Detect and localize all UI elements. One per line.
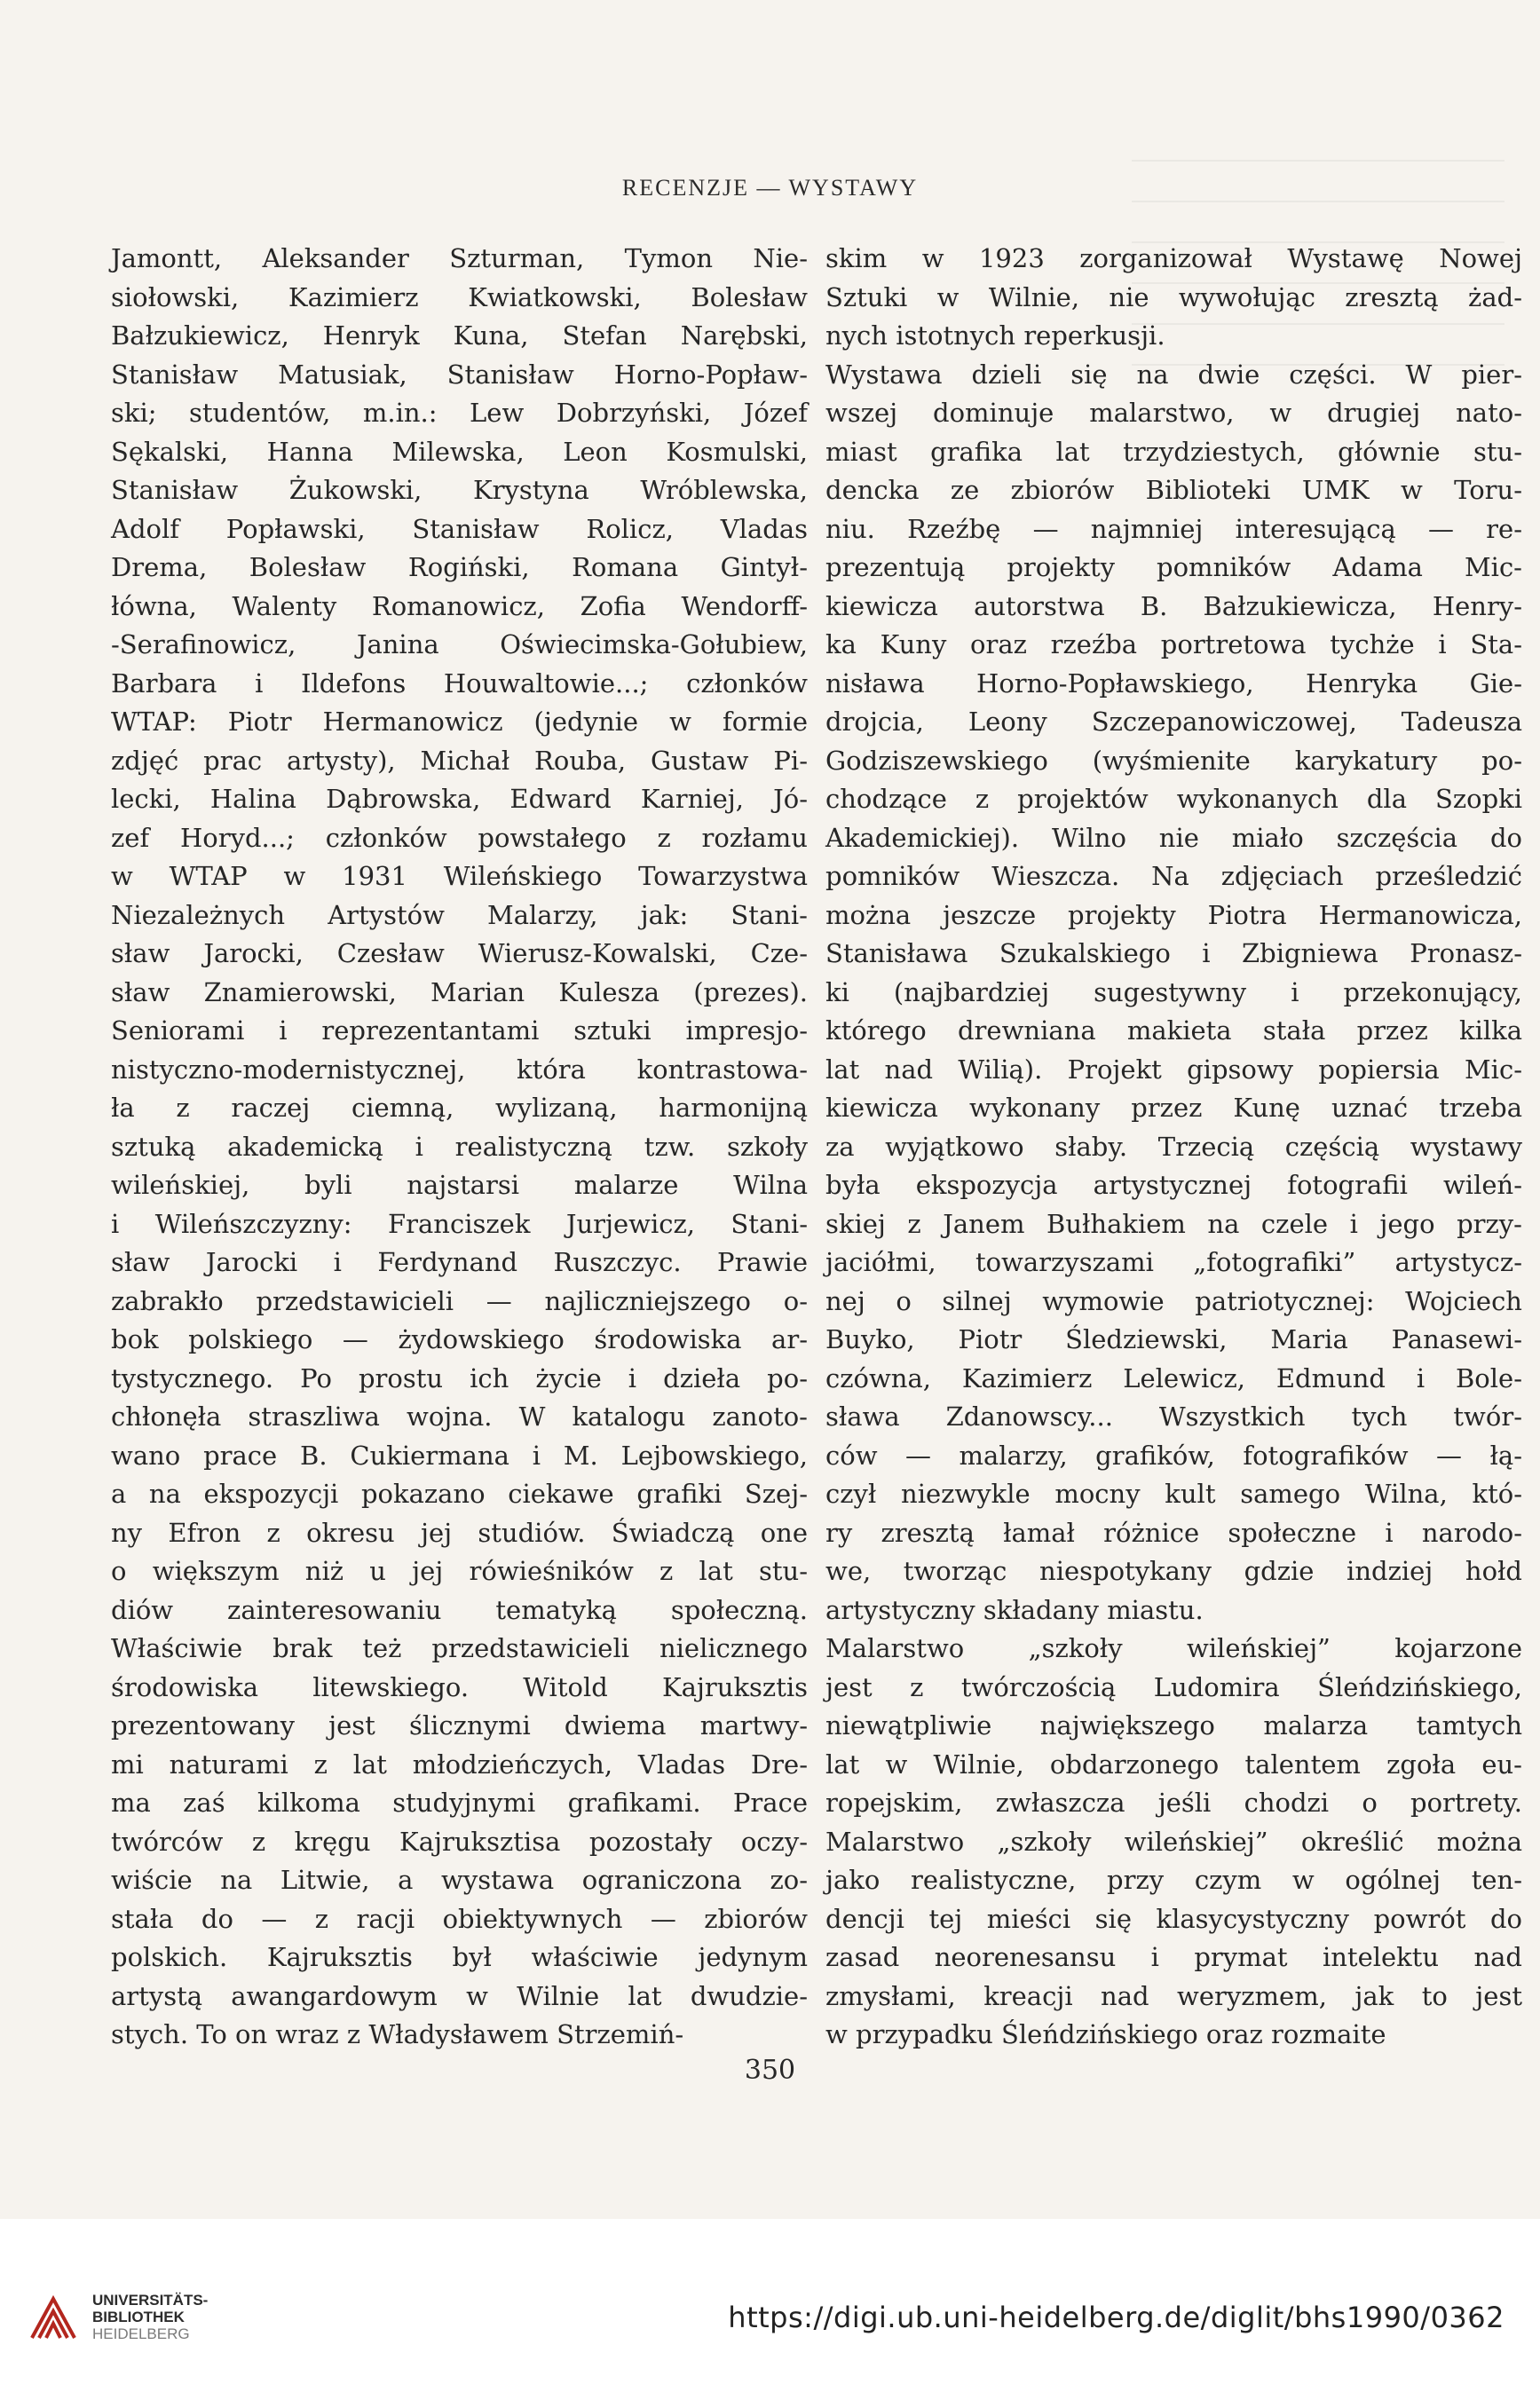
text-line: kiewicza wykonany przez Kunę uznać trzeba (825, 1093, 1522, 1123)
text-line: środowiska litewskiego. Witold Kajruksztis (111, 1671, 808, 1702)
text-line: Drema, Bolesław Rogiński, Romana Gintył- (111, 552, 808, 582)
text-line: wiście na Litwie, a wystawa ograniczona zo- (111, 1865, 808, 1895)
text-line: Malarstwo „szkoły wileńskiej” określić można (825, 1826, 1522, 1857)
text-line: sztuką akademicką i realistyczną tzw. szkoły (111, 1131, 808, 1162)
text-line: lat nad Wilią). Projekt gipsowy popiersia Mic- (825, 1054, 1522, 1085)
text-line: tystycznego. Po prostu ich życie i dzieła po- (111, 1362, 808, 1393)
source-url-link[interactable]: https://digi.ub.uni-heidelberg.de/diglit/bhs1990/0362 (728, 2301, 1504, 2334)
text-line: prezentowany jest ślicznymi dwiema martwy- (111, 1710, 808, 1741)
text-line: ła z raczej ciemną, wylizaną, harmonijną (111, 1093, 808, 1123)
text-line: dencka ze zbiorów Biblioteki UMK w Toru- (825, 475, 1522, 505)
text-line: skim w 1923 zorganizował Wystawę Nowej (825, 243, 1522, 273)
page-number: 350 (744, 2055, 796, 2086)
text-line: drojcia, Leony Szczepanowiczowej, Tadeusza (825, 707, 1522, 737)
text-line: zef Horyd...; członków powstałego z rozłamu (111, 822, 808, 853)
text-line: Bałzukiewicz, Henryk Kuna, Stefan Narębski, (111, 320, 808, 351)
text-line: stała do — z racji obiektywnych — zbiorów (111, 1903, 808, 1934)
text-line: jest z twórczością Ludomira Śleńdzińskiego, (825, 1671, 1522, 1702)
text-line: zmysłami, kreacji nad weryzmem, jak to jest (825, 1980, 1522, 2011)
viewer-footer (0, 2219, 1540, 2392)
text-line: jaciółmi, towarzyszami „fotografiki” artystycz- (825, 1247, 1522, 1277)
text-line: za wyjątkowo słaby. Trzecią częścią wystawy (825, 1131, 1522, 1162)
text-line: i Wileńszczyzny: Franciszek Jurjewicz, Stani- (111, 1208, 808, 1239)
text-line: Akademickiej). Wilno nie miało szczęścia do (825, 822, 1522, 853)
text-line: ski; studentów, m.in.: Lew Dobrzyński, Józef (111, 398, 808, 428)
logo-line-2: BIBLIOTHEK (92, 2308, 185, 2325)
logo-line-1: UNIVERSITÄTS- (92, 2291, 209, 2309)
text-line: lecki, Halina Dąbrowska, Edward Karniej, Jó- (111, 784, 808, 814)
text-line: bok polskiego — żydowskiego środowiska ar- (111, 1324, 808, 1354)
text-line: ry zresztą łamał różnice społeczne i narodo- (825, 1517, 1522, 1548)
text-line: ki (najbardziej sugestywny i przekonujący, (825, 976, 1522, 1007)
text-line: którego drewniana makieta stała przez kilka (825, 1015, 1522, 1046)
text-line: ropejskim, zwłaszcza jeśli chodzi o portrety. (825, 1788, 1522, 1818)
text-line: ma zaś kilkoma studyjnymi grafikami. Prace (111, 1788, 808, 1818)
text-line: ka Kuny oraz rzeźba portretowa tychże i Sta- (825, 629, 1522, 659)
text-line: można jeszcze projekty Piotra Hermanowicza, (825, 899, 1522, 930)
running-head: RECENZJE — WYSTAWY (621, 175, 919, 201)
text-line: WTAP: Piotr Hermanowicz (jedynie w formie (111, 707, 808, 737)
text-line: polskich. Kajruksztis był właściwie jedynym (111, 1942, 808, 1972)
text-line: zabrakło przedstawicieli — najliczniejszego o- (111, 1285, 808, 1316)
text-line: zdjęć prac artysty), Michał Rouba, Gustaw Pi- (111, 745, 808, 776)
text-line: siołowski, Kazimierz Kwiatkowski, Bolesław (111, 281, 808, 312)
text-line: nisława Horno-Popławskiego, Henryka Gie- (825, 667, 1522, 699)
text-line: ców — malarzy, grafików, fotografików — łą- (825, 1440, 1522, 1471)
text-line: wileńskiej, byli najstarsi malarze Wilna (111, 1170, 808, 1200)
text-line: w WTAP w 1931 Wileńskiego Towarzystwa (111, 861, 808, 891)
text-line: wano prace B. Cukiermana i M. Lejbowskiego, (111, 1440, 808, 1471)
text-line: Wystawa dzieli się na dwie części. W pier- (825, 359, 1522, 390)
text-line: Stanisława Szukalskiego i Zbigniewa Pronasz- (825, 938, 1522, 968)
text-line: Sękalski, Hanna Milewska, Leon Kosmulski, (111, 436, 808, 467)
text-line: Seniorami i reprezentantami sztuki impresjo- (111, 1015, 808, 1046)
text-line: o większym niż u jej rówieśników z lat stu- (111, 1556, 808, 1586)
library-logo[interactable] (27, 2290, 208, 2343)
text-line: artystyczny składany miastu. (825, 1594, 1204, 1625)
text-line: zasad neorenesansu i prymat intelektu nad (825, 1942, 1522, 1972)
text-line: artystą awangardowym w Wilnie lat dwudzie- (111, 1980, 808, 2011)
logo-line-3: HEIDELBERG (92, 2325, 190, 2342)
text-line: prezentują projekty pomników Adama Mic- (825, 552, 1522, 582)
text-line: niewątpliwie największego malarza tamtych (825, 1710, 1522, 1741)
text-line: sław Jarocki, Czesław Wierusz-Kowalski, Cze- (111, 938, 808, 968)
text-line: chodzące z projektów wykonanych dla Szopki (825, 784, 1522, 814)
text-line: Stanisław Żukowski, Krystyna Wróblewska, (111, 475, 808, 505)
text-line: we, tworząc niespotykany gdzie indziej hołd (825, 1556, 1522, 1586)
text-line: czówna, Kazimierz Lelewicz, Edmund i Bole- (825, 1362, 1522, 1393)
text-line: wszej dominuje malarstwo, w drugiej nato- (825, 398, 1522, 428)
text-line: -Serafinowicz, Janina Oświecimska-Gołubiew, (111, 629, 808, 659)
left-text-column (111, 240, 808, 2055)
library-logo-text (92, 2292, 208, 2342)
text-line: nistyczno-modernistycznej, która kontrastowa- (111, 1054, 808, 1085)
text-line: Buyko, Piotr Śledziewski, Maria Panasewi- (825, 1324, 1522, 1354)
text-line: Barbara i Ildefons Houwaltowie...; członków (111, 667, 808, 699)
text-line: sław Znamierowski, Marian Kulesza (prezes). (111, 976, 808, 1007)
text-line: Godziszewskiego (wyśmienite karykatury po- (825, 745, 1522, 776)
text-line: Jamontt, Aleksander Szturman, Tymon Nie- (111, 243, 808, 273)
text-line: była ekspozycja artystycznej fotografii wileń- (825, 1170, 1522, 1200)
text-line: skiej z Janem Bułhakiem na czele i jego przy- (825, 1208, 1522, 1239)
text-line: lat w Wilnie, obdarzonego talentem zgoła eu- (825, 1749, 1522, 1780)
text-line: twórców z kręgu Kajruksztisa pozostały oczy- (111, 1826, 808, 1857)
text-line: chłonęła straszliwa wojna. W katalogu zanoto- (111, 1401, 808, 1432)
text-line: Malarstwo „szkoły wileńskiej” kojarzone (825, 1633, 1522, 1663)
text-line: nej o silnej wymowie patriotycznej: Wojciech (825, 1285, 1522, 1316)
right-text-column (825, 240, 1522, 2055)
text-line: jako realistyczne, przy czym w ogólnej ten- (825, 1865, 1522, 1895)
text-line: dencji tej mieści się klasycystyczny powrót do (825, 1903, 1522, 1934)
text-line: ny Efron z okresu jej studiów. Świadczą one (111, 1517, 808, 1548)
text-line: diów zainteresowaniu tematyką społeczną. (111, 1594, 808, 1625)
text-line: Sztuki w Wilnie, nie wywołując zresztą żad- (825, 281, 1522, 312)
text-line: miast grafika lat trzydziestych, głównie stu- (825, 436, 1522, 467)
text-line: sław Jarocki i Ferdynand Ruszczyc. Prawie (111, 1247, 808, 1277)
library-logo-icon (27, 2290, 80, 2343)
text-line: Adolf Popławski, Stanisław Rolicz, Vladas (111, 513, 808, 544)
text-line: mi naturami z lat młodzieńczych, Vladas Dre- (111, 1749, 808, 1780)
text-line: pomników Wieszcza. Na zdjęciach prześledzić (825, 861, 1522, 891)
text-line: niu. Rzeźbę — najmniej interesującą — re- (825, 513, 1522, 544)
text-line: Niezależnych Artystów Malarzy, jak: Stani- (111, 899, 808, 930)
text-line: stych. To on wraz z Władysławem Strzemiń- (111, 2019, 684, 2049)
text-line: czył niezwykle mocny kult samego Wilna, któ- (825, 1479, 1522, 1509)
text-line: sława Zdanowscy... Wszystkich tych twór- (825, 1401, 1522, 1432)
text-line: Stanisław Matusiak, Stanisław Horno-Popław- (111, 359, 808, 390)
text-line: Właściwie brak też przedstawicieli nielicznego (111, 1633, 808, 1663)
text-line: a na ekspozycji pokazano ciekawe grafiki Szej- (111, 1479, 808, 1509)
text-line: kiewicza autorstwa B. Bałzukiewicza, Henry- (825, 590, 1522, 621)
text-line: w przypadku Śleńdzińskiego oraz rozmaite (825, 2019, 1386, 2049)
text-line: nych istotnych reperkusji. (825, 320, 1165, 351)
text-line: łówna, Walenty Romanowicz, Zofia Wendorff- (111, 590, 808, 621)
